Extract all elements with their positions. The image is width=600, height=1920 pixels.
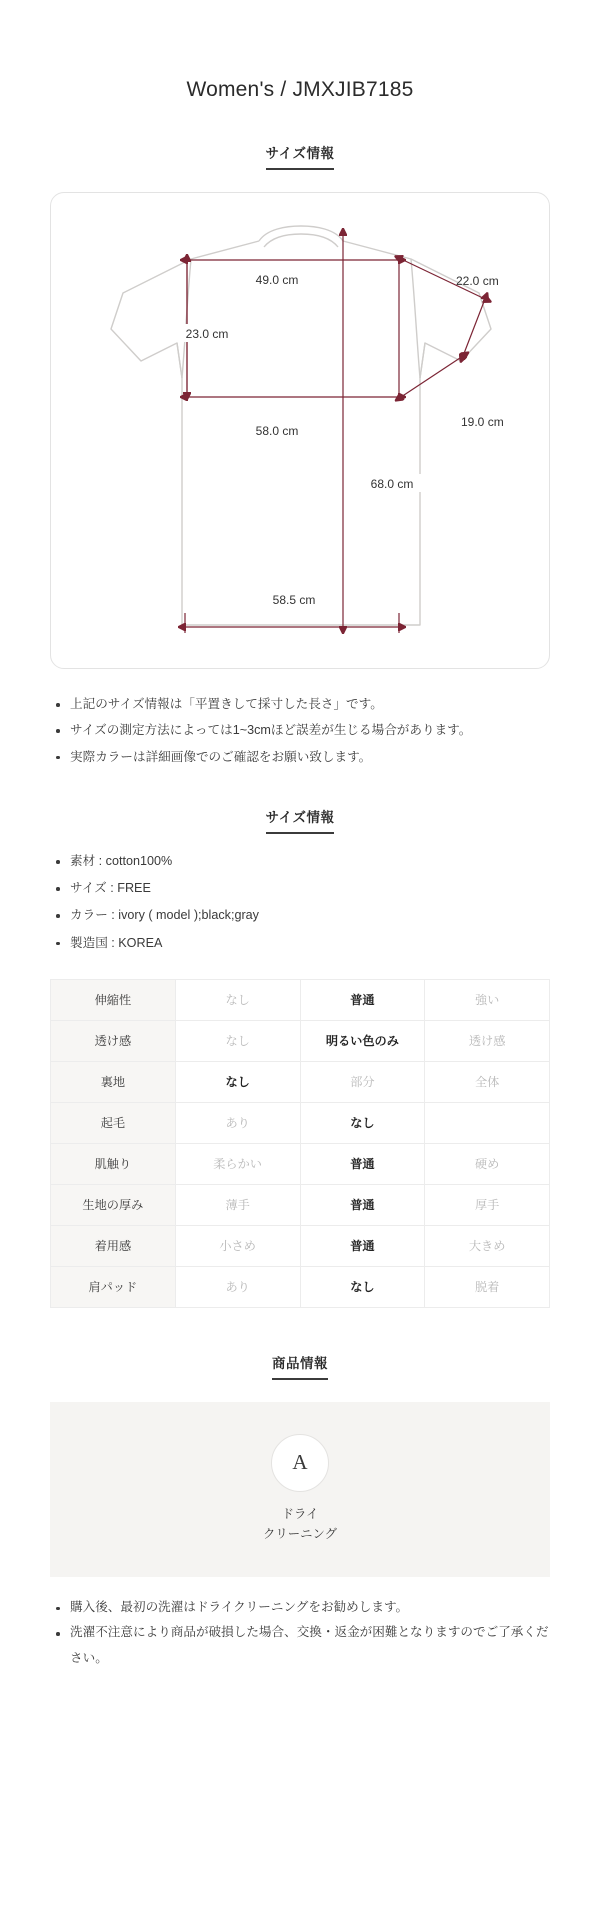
attr-option: 厚手 (425, 1184, 550, 1225)
dim-hem: 58.5 cm (272, 593, 316, 607)
dim-sleeve-opening: 19.0 cm (461, 415, 504, 429)
attr-option: なし (175, 1020, 300, 1061)
list-item: サイズの測定方法によっては1~3cmほど誤差が生じる場合があります。 (50, 717, 550, 743)
page-title: Women's / JMXJIB7185 (186, 78, 414, 101)
list-item: 上記のサイズ情報は「平置きして採寸した長さ」です。 (50, 691, 550, 717)
spec-list (50, 848, 550, 956)
dry-clean-icon-letter: A (292, 1450, 308, 1475)
size-notes-list (50, 691, 550, 770)
dim-armhole: 23.0 cm (185, 327, 229, 341)
attr-option: なし (300, 1266, 425, 1307)
attr-option: なし (300, 1102, 425, 1143)
attr-option: 部分 (300, 1061, 425, 1102)
table-row (51, 1143, 550, 1184)
size-section-heading (50, 142, 550, 170)
attr-option: 硬め (425, 1143, 550, 1184)
dim-total-length: 68.0 cm (370, 477, 414, 491)
attr-label: 起毛 (51, 1102, 176, 1143)
attr-label: 肩パッド (51, 1266, 176, 1307)
list-item: サイズ : FREE (50, 875, 550, 902)
care-panel (50, 1402, 550, 1577)
size-section-heading-label: サイズ情報 (266, 142, 335, 170)
attr-option: 脱着 (425, 1266, 550, 1307)
dim-chest: 58.0 cm (255, 424, 299, 438)
table-row (51, 1225, 550, 1266)
list-item: カラー : ivory ( model );black;gray (50, 902, 550, 929)
care-section-heading-label: 商品情報 (272, 1352, 328, 1380)
list-item: 素材 : cotton100% (50, 848, 550, 875)
spec-section-heading (50, 806, 550, 834)
dim-sleeve-length: 22.0 cm (456, 274, 499, 288)
table-row (51, 979, 550, 1020)
dimension-labels (171, 270, 504, 608)
attr-option: 普通 (300, 1225, 425, 1266)
attr-option: 普通 (300, 979, 425, 1020)
care-notes-list (50, 1595, 550, 1732)
attr-option: 普通 (300, 1143, 425, 1184)
attr-option: 透け感 (425, 1020, 550, 1061)
list-item: 実際カラーは詳細画像でのご確認をお願い致します。 (50, 744, 550, 770)
attr-option: 全体 (425, 1061, 550, 1102)
list-item: 洗濯不注意により商品が破損した場合、交換・返金が困難となりますのでご了承ください。 (50, 1620, 550, 1672)
care-label-line2: クリーニング (262, 1527, 338, 1542)
attr-label: 肌触り (51, 1143, 176, 1184)
list-item: 購入後、最初の洗濯はドライクリーニングをお勧めします。 (50, 1595, 550, 1621)
attr-option: 強い (425, 979, 550, 1020)
attr-option: なし (175, 979, 300, 1020)
attr-option: 普通 (300, 1184, 425, 1225)
attr-label: 透け感 (51, 1020, 176, 1061)
care-label (263, 1504, 337, 1545)
table-row (51, 1184, 550, 1225)
list-item: 製造国 : KOREA (50, 930, 550, 957)
attr-option: あり (175, 1102, 300, 1143)
dimension-lines (185, 235, 485, 633)
size-diagram-panel (50, 192, 550, 669)
table-row (51, 1266, 550, 1307)
attr-label: 伸縮性 (51, 979, 176, 1020)
attr-option: 小さめ (175, 1225, 300, 1266)
attr-option: なし (175, 1061, 300, 1102)
care-section-heading (50, 1352, 550, 1380)
attr-option: あり (175, 1266, 300, 1307)
care-label-line1: ドライ (281, 1506, 319, 1521)
table-row (51, 1102, 550, 1143)
attr-label: 生地の厚み (51, 1184, 176, 1225)
dry-clean-icon (271, 1434, 329, 1492)
attr-option (425, 1102, 550, 1143)
attribute-table (50, 979, 550, 1308)
attr-option: 柔らかい (175, 1143, 300, 1184)
attr-option: 明るい色のみ (300, 1020, 425, 1061)
spec-section-heading-label: サイズ情報 (266, 806, 335, 834)
garment-size-diagram (51, 193, 550, 669)
table-row (51, 1020, 550, 1061)
table-row (51, 1061, 550, 1102)
attr-label: 裏地 (51, 1061, 176, 1102)
attr-option: 薄手 (175, 1184, 300, 1225)
attr-option: 大きめ (425, 1225, 550, 1266)
dim-shoulder: 49.0 cm (255, 273, 299, 287)
attr-label: 着用感 (51, 1225, 176, 1266)
